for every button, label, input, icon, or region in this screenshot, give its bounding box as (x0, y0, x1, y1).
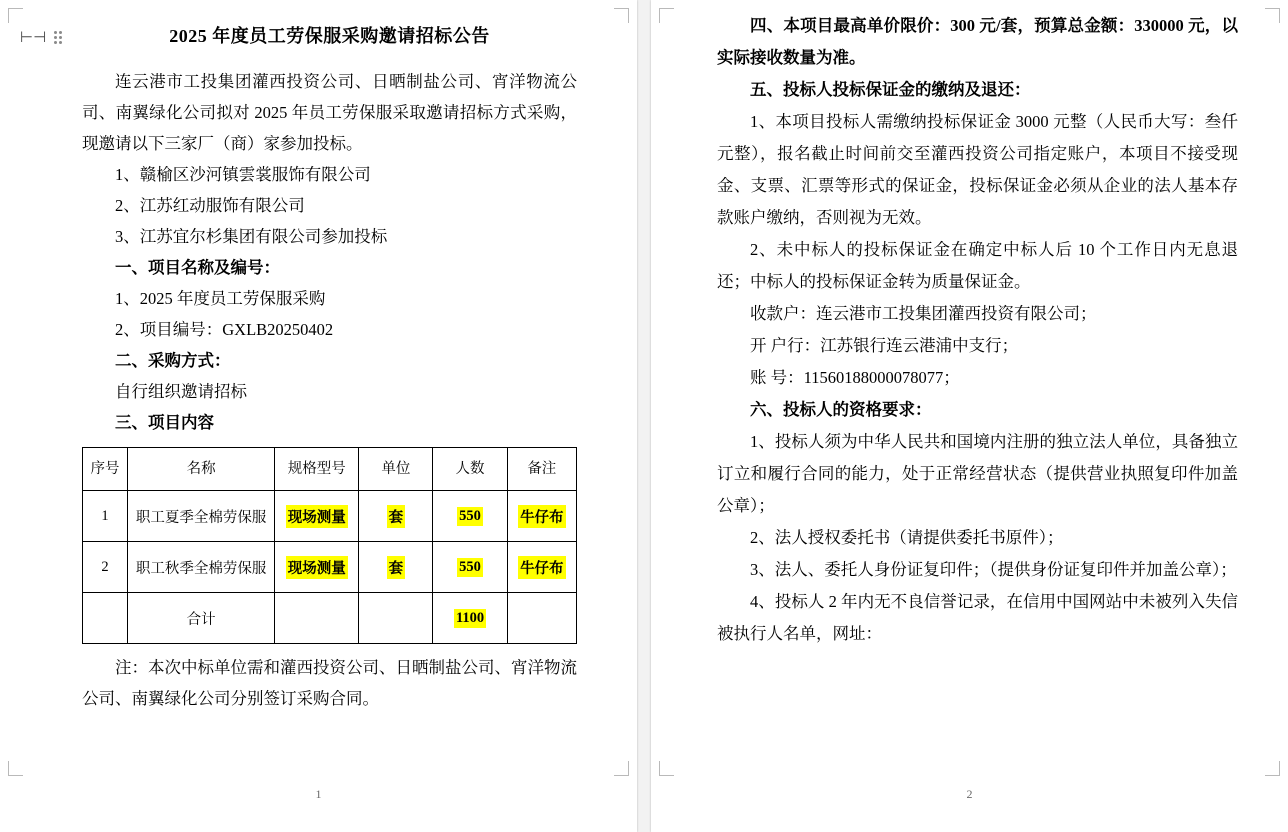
section-6-item-4: 4、投标人 2 年内无不良信誉记录，在信用中国网站中未被列入失信被执行人名单，网址： (717, 592, 1238, 643)
section-3-heading: 三、项目内容 (115, 413, 214, 432)
section-6-item-1: 1、投标人须为中华人民共和国境内注册的独立法人单位，具备独立订立和履行合同的能力，处于正常经营状态（提供营业执照复印件加盖公章）； (717, 432, 1238, 515)
section-4-paragraph: 四、本项目最高单价限价：300 元/套，预算总金额：330000 元，以实际接收数量为准。 (717, 16, 1238, 67)
cell-qty-text: 550 (459, 507, 481, 524)
section-6-item-3: 3、法人、委托人身份证复印件；（提供身份证复印件并加盖公章）； (750, 560, 1237, 579)
drag-handle-icon[interactable] (54, 31, 62, 44)
section-1-item-2: 2、项目编号：GXLB20250402 (115, 320, 334, 339)
page-title: 2025 年度员工劳保服采购邀请招标公告 (169, 26, 490, 46)
section-2-heading: 二、采购方式： (115, 351, 231, 370)
crop-mark-top-right (1265, 8, 1280, 23)
page-2-content (717, 10, 1238, 650)
section-1-item-1: 1、2025 年度员工劳保服采购 (115, 289, 326, 308)
bidder-item-3: 3、江苏宜尔杉集团有限公司参加投标 (115, 227, 388, 246)
cell-total-seq (83, 593, 128, 644)
table-row (83, 542, 577, 593)
section-1-heading: 一、项目名称及编号： (115, 258, 280, 277)
bank-line-2-value: 江苏银行连云港浦中支行； (820, 336, 1019, 355)
bank-line-2 (717, 330, 1238, 362)
cell-note-text: 牛仔布 (518, 556, 566, 579)
cell-note (507, 491, 576, 542)
table-col-qty: 人数 (433, 448, 507, 491)
crop-mark-bottom-right (1265, 761, 1280, 776)
table-header-row (83, 448, 577, 491)
cell-name: 职工夏季全棉劳保服 (127, 491, 274, 542)
cell-total-note (507, 593, 576, 644)
section-6-heading: 六、投标人的资格要求： (750, 400, 932, 419)
layout-panel-icon[interactable]: ⊢⊣ (20, 28, 47, 46)
cell-total-unit (359, 593, 433, 644)
page-number-2: 2 (966, 787, 973, 801)
table-row (83, 491, 577, 542)
table-col-seq: 序号 (83, 448, 128, 491)
section-6-item-2: 2、法人授权委托书（请提供委托书原件）； (750, 528, 1064, 547)
page-number-1: 1 (315, 787, 322, 801)
cell-total-spec (275, 593, 359, 644)
cell-total-label: 合计 (127, 593, 274, 644)
cell-name: 职工秋季全棉劳保服 (127, 542, 274, 593)
section-5-heading: 五、投标人投标保证金的缴纳及退还： (750, 80, 1031, 99)
cell-spec-text: 现场测量 (286, 556, 348, 579)
table-col-unit: 单位 (359, 448, 433, 491)
document-page-2 (651, 0, 1288, 832)
crop-mark-top-right (614, 8, 629, 23)
page-1-content (82, 18, 577, 714)
project-items-table (82, 447, 577, 644)
table-col-name: 名称 (127, 448, 274, 491)
cell-qty-text: 550 (459, 558, 481, 575)
cell-unit (359, 542, 433, 593)
bank-line-3 (717, 362, 1238, 394)
bank-line-1-label: 收款户： (750, 304, 816, 323)
table-col-note: 备注 (507, 448, 576, 491)
bank-line-3-value: 11560188000078077； (803, 368, 960, 387)
crop-mark-bottom-left (8, 761, 23, 776)
cell-seq: 1 (83, 491, 128, 542)
page-toolbar (20, 30, 62, 45)
cell-qty (433, 491, 507, 542)
cell-unit-text: 套 (387, 556, 406, 579)
cell-qty (433, 542, 507, 593)
crop-mark-bottom-right (614, 761, 629, 776)
section-2-item-1: 自行组织邀请招标 (115, 382, 247, 401)
cell-unit-text: 套 (387, 505, 406, 528)
bank-line-1-value: 连云港市工投集团灌西投资有限公司； (816, 304, 1097, 323)
document-page-1 (0, 0, 637, 832)
cell-spec-text: 现场测量 (286, 505, 348, 528)
cell-note (507, 542, 576, 593)
cell-total-qty-text: 1100 (455, 609, 485, 626)
table-body (83, 491, 577, 644)
table-header (83, 448, 577, 491)
table-total-row (83, 593, 577, 644)
table-note: 注：本次中标单位需和灌西投资公司、日晒制盐公司、宵洋物流公司、南翼绿化公司分别签订采购合同。 (82, 658, 577, 708)
bank-line-2-label: 开 户行： (750, 336, 821, 355)
intro-paragraph: 连云港市工投集团灌西投资公司、日晒制盐公司、宵洋物流公司、南翼绿化公司拟对 2025 年员工劳保服采取邀请招标方式采购，现邀请以下三家厂（商）家参加投标。 (82, 72, 577, 153)
crop-mark-bottom-left (659, 761, 674, 776)
cell-spec (275, 491, 359, 542)
bidder-item-1: 1、赣榆区沙河镇雲裳服饰有限公司 (115, 165, 371, 184)
section-5-item-2: 2、未中标人的投标保证金在确定中标人后 10 个工作日内无息退还；中标人的投标保证金转为质量保证金。 (717, 240, 1238, 291)
cell-seq: 2 (83, 542, 128, 593)
cell-spec (275, 542, 359, 593)
cell-total-qty (433, 593, 507, 644)
bank-line-3-label: 账 号： (750, 368, 804, 387)
cell-note-text: 牛仔布 (518, 505, 566, 528)
table-col-spec: 规格型号 (275, 448, 359, 491)
cell-unit (359, 491, 433, 542)
crop-mark-top-left (659, 8, 674, 23)
section-5-item-1: 1、本项目投标人需缴纳投标保证金 3000 元整（人民币大写：叁仟元整），报名截止时间前交至灌西投资公司指定账户，本项目不接受现金、支票、汇票等形式的保证金，投标保证金必须从企业的法人基本存款账户缴纳，否则视为无效。 (717, 112, 1238, 227)
bidder-item-2: 2、江苏红动服饰有限公司 (115, 196, 305, 215)
crop-mark-top-left (8, 8, 23, 23)
bank-line-1 (717, 298, 1238, 330)
